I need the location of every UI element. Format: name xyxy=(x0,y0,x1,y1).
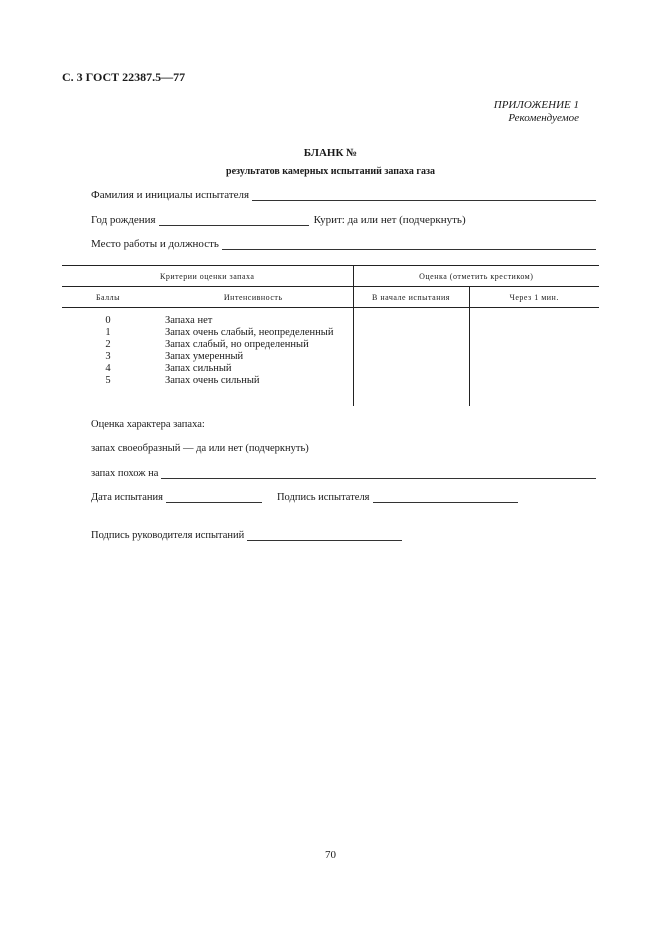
start-rating-cell[interactable] xyxy=(353,308,469,407)
signature-tester-line[interactable] xyxy=(373,490,518,503)
form-subtitle: результатов камерных испытаний запаха газа xyxy=(226,166,435,177)
after-rating-cell[interactable] xyxy=(469,308,599,407)
group-criteria-header: Критерии оценки запаха xyxy=(62,266,353,287)
col-start-header: В начале испытания xyxy=(353,287,469,308)
page-number: 70 xyxy=(325,849,336,861)
name-input-line[interactable] xyxy=(252,188,596,201)
form-title: БЛАНК № xyxy=(303,147,358,159)
score-value: 0 xyxy=(105,315,111,326)
name-label: Фамилия и инициалы испытателя xyxy=(91,189,250,201)
score-value: 4 xyxy=(105,363,111,374)
scores-cell xyxy=(62,308,154,407)
intensity-value: Запах слабый, но определенный xyxy=(165,339,309,350)
intensity-value: Запах очень сильный xyxy=(165,375,260,386)
work-label: Место работы и должность xyxy=(91,238,219,250)
intensity-value: Запах очень слабый, неопределенный xyxy=(165,327,334,338)
date-label: Дата испытания xyxy=(91,492,163,503)
work-input-line[interactable] xyxy=(222,237,596,250)
work-field-row xyxy=(91,237,599,250)
col-scores-header: Баллы xyxy=(62,287,154,308)
appendix-label: ПРИЛОЖЕНИЕ 1 xyxy=(493,99,579,111)
criteria-table xyxy=(62,265,599,406)
similar-input-line[interactable] xyxy=(161,466,596,479)
birth-label: Год рождения xyxy=(91,214,156,226)
intensity-value: Запах умеренный xyxy=(165,351,244,362)
birth-input-line[interactable] xyxy=(159,213,309,226)
signature-head-label: Подпись руководителя испытаний xyxy=(91,530,245,541)
table-group-header xyxy=(62,266,599,287)
group-rating-header: Оценка (отметить крестиком) xyxy=(353,266,599,287)
table-body-row xyxy=(62,308,599,407)
score-value: 2 xyxy=(105,339,111,350)
document-header: С. 3 ГОСТ 22387.5—77 xyxy=(62,70,186,84)
smoker-label: Курит: да или нет (подчеркнуть) xyxy=(313,214,466,226)
score-value: 3 xyxy=(105,351,111,362)
col-intensity-header: Интенсивность xyxy=(154,287,353,308)
score-value: 1 xyxy=(105,327,111,338)
date-signature-row xyxy=(91,490,541,503)
peculiar-smell-line: запах своеобразный — да или нет (подчеркнуть) xyxy=(91,443,309,454)
col-after-header: Через 1 мин. xyxy=(469,287,599,308)
date-input-line[interactable] xyxy=(166,490,262,503)
score-value: 5 xyxy=(105,375,111,386)
intensity-value: Запаха нет xyxy=(165,315,213,326)
intensity-value: Запах сильный xyxy=(165,363,232,374)
appendix-note: Рекомендуемое xyxy=(508,112,579,124)
birth-field-row xyxy=(91,213,511,226)
head-signature-row xyxy=(91,528,431,541)
appendix-block xyxy=(494,99,579,125)
signature-tester-label: Подпись испытателя xyxy=(276,492,370,503)
table-column-header xyxy=(62,287,599,308)
intensity-cell xyxy=(154,308,353,407)
similar-label: запах похож на xyxy=(91,468,159,479)
name-field-row xyxy=(91,188,599,201)
signature-head-line[interactable] xyxy=(247,528,402,541)
similar-field-row xyxy=(91,466,599,479)
evaluation-heading: Оценка характера запаха: xyxy=(91,419,205,430)
